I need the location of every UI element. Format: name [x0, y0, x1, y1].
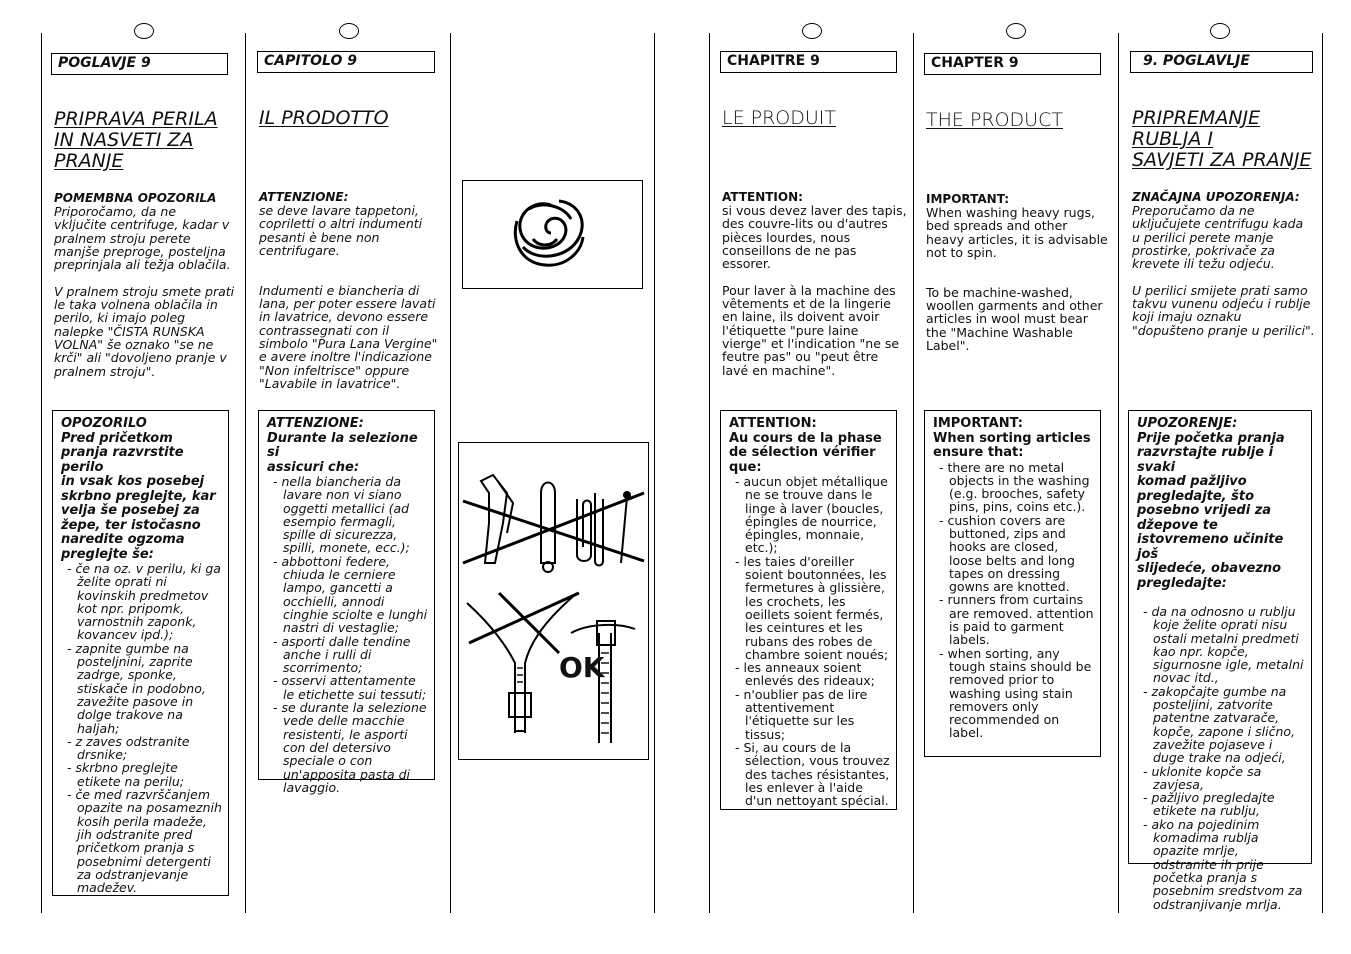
- list-item: - when sorting, any tough stains should be removed prior to washing using stain removers only recommended on label.: [933, 647, 1094, 740]
- list-item: - osservi attentamente le etichette sui tessuti;: [267, 674, 428, 701]
- list-item: - če med razvrščanjem opazite na posameznih kosih perila madeže, jih odstranite pred pričetkom pranja s posebnimi detergenti za odstranjevanje madežev.: [61, 788, 222, 894]
- list-item: - z zaves odstranite drsnike;: [61, 735, 222, 762]
- note-title: ATTENTION:: [722, 190, 803, 204]
- list-item: - runners from curtains are removed. attention is paid to garment labels.: [933, 593, 1094, 646]
- list-item: - abbottoni federe, chiuda le cerniere lampo, gancetti a occhielli, annodi cinghie sciolte e lunghi nastri di vestaglie;: [267, 555, 428, 635]
- language-flag-circle: [339, 23, 359, 39]
- column-rule: [913, 33, 914, 913]
- warning-title: IMPORTANT: When sorting articles ensure that:: [933, 416, 1091, 460]
- warning-list: [267, 475, 428, 794]
- note-body: Priporočamo, da ne vključite centrifuge, kadar v pralnem stroju perete manjše preproge, posteljna preprinjala ali težja oblačila. V pralnem stroju smete prati le taka volnena oblačila in perilo, ki imajo poleg nalepke "ČISTA RUNSKA VOLNA" še oznako "se ne krči" ali "dovoljeno pranje v pralnem stroju".: [54, 204, 235, 379]
- list-item: - les anneaux soient enlevés des rideaux;: [729, 661, 890, 688]
- list-item: - nella biancheria da lavare non vi siano oggetti metallici (ad esempio fermagli, spille di sicurezza, spilli, monete, ecc.);: [267, 475, 428, 555]
- list-item: - da na odnosno u rublju koje želite oprati nisu ostali metalni predmeti kao npr. kopče, sigurnosne igle, metalni novac itd.,: [1137, 605, 1305, 685]
- warning-box: [52, 410, 229, 896]
- list-item: - aucun objet métallique ne se trouve dans le linge à laver (boucles, épingles de nourrice, épingles, monnaie, etc.);: [729, 475, 890, 555]
- warning-box: [720, 410, 897, 810]
- column-rule: [1118, 33, 1119, 913]
- woolmark-icon: [463, 181, 644, 290]
- chapter-label: POGLAVJE 9: [51, 53, 228, 75]
- list-item: - Si, au cours de la sélection, vous trouvez des taches résistantes, les enlever à l'aide d'un nettoyant spécial.: [729, 741, 890, 807]
- warning-title: OPOZORILO Pred pričetkom pranja razvrstite perilo in vsak kos posebej skrbno preglejte, kar velja še posebej za žepe, ter istočasno naredite ogzoma preglejte še:: [61, 416, 216, 562]
- note-title: ATTENZIONE:: [259, 190, 349, 204]
- list-item: - ako na pojedinim komadima rublja opazite mrlje, odstranite ih prije početka pranja s posebnim sredstvom za odstranjivanje mrlja.: [1137, 818, 1305, 911]
- warning-list: [729, 475, 890, 807]
- note-body: Preporučamo da ne uključujete centrifugu kada u perilici perete manje prostirke, pokrivače za krevete ili težu odjeću. U perilici smijete prati samo takvu vunenu odjeću i rublje koji imaju oznaku "dopušteno pranje u perilici".: [1132, 203, 1315, 338]
- note-title: IMPORTANT:: [926, 192, 1010, 206]
- warning-title: ATTENTION: Au cours de la phase de sélection vérifier que:: [729, 416, 882, 475]
- chapter-label: CHAPTER 9: [924, 53, 1101, 75]
- column-rule: [245, 33, 246, 913]
- section-title: PRIPREMANJE RUBLJA I SAVJETI ZA PRANJE: [1132, 107, 1312, 171]
- list-item: - there are no metal objects in the washing (e.g. brooches, safety pins, pins, coins etc.).: [933, 461, 1094, 514]
- chapter-label: CHAPITRE 9: [720, 51, 897, 73]
- section-title: PRIPRAVA PERILA IN NASVETI ZA PRANJE: [54, 108, 218, 172]
- language-flag-circle: [1210, 23, 1230, 39]
- column-rule: [654, 33, 655, 913]
- warning-list: [933, 461, 1094, 740]
- warning-box: [924, 410, 1101, 757]
- language-flag-circle: [1006, 23, 1026, 39]
- list-item: - uklonite kopče sa zavjesa,: [1137, 765, 1305, 792]
- warning-box: [258, 410, 435, 795]
- wool-mark-figure: [462, 180, 643, 289]
- chapter-label: CAPITOLO 9: [257, 51, 435, 73]
- ok-label: OK: [559, 651, 605, 684]
- warning-title: UPOZORENJE: Prije početka pranja razvrstajte rublje i svaki komad pažljivo pregledajte, što posebno vrijedi za džepove te istovremeno učinite još slijedeće, obavezno pregledajte:: [1137, 416, 1285, 591]
- sorting-figure: [458, 442, 649, 760]
- list-item: - zakopčajte gumbe na posteljini, zatvorite patentne zatvarače, kopče, zapone i slično, zavežite pojaseve i duge trake na odjeći,: [1137, 685, 1305, 765]
- note-title: POMEMBNA OPOZORILA: [54, 191, 217, 205]
- language-flag-circle: [134, 23, 154, 39]
- note-body: si vous devez laver des tapis, des couvre-lits ou d'autres pièces lourdes, nous conseillons de ne pas essorer. Pour laver à la machine des vêtements et de la lingerie en laine, ils doivent avoir l'étiquette "pure laine vierge" et l'indication "ne se feutre pas" ou "peut être lavé en machine".: [722, 203, 907, 378]
- section-title: LE PRODUIT: [722, 107, 836, 129]
- language-flag-circle: [802, 23, 822, 39]
- list-item: - se durante la selezione vede delle macchie resistenti, le asporti con del detersivo speciale o con un'apposita pasta di lavaggio.: [267, 701, 428, 794]
- warning-box: [1128, 410, 1312, 912]
- list-item: - asporti dalle tendine anche i rulli di scorrimento;: [267, 635, 428, 675]
- crossed-items-illustration: [459, 443, 650, 761]
- list-item: - cushion covers are buttoned, zips and hooks are closed, loose belts and long tapes on dressing gowns are knotted.: [933, 514, 1094, 594]
- warning-title: ATTENZIONE: Durante la selezione si assicuri che:: [267, 416, 418, 475]
- list-item: - zapnite gumbe na posteljnini, zaprite zadrge, sponke, stiskače in podobno, zavežite pasove in dolge trakove na haljah;: [61, 642, 222, 735]
- column-rule: [1322, 33, 1323, 913]
- column-rule: [709, 33, 710, 913]
- list-item: - pažljivo pregledajte etikete na rublju,: [1137, 791, 1305, 818]
- section-title: THE PRODUCT: [926, 109, 1063, 131]
- list-item: - n'oublier pas de lire attentivement l'étiquette sur les tissus;: [729, 688, 890, 741]
- section-title: IL PRODOTTO: [259, 107, 389, 129]
- list-item: - če na oz. v perilu, ki ga želite oprati ni kovinskih predmetov kot npr. pripomk, varnostnih zaponk, kovancev ipd.);: [61, 562, 222, 642]
- warning-list: [61, 562, 222, 894]
- warning-list: [1137, 605, 1305, 911]
- note-body: When washing heavy rugs, bed spreads and other heavy articles, it is advisable not to spin. To be machine-washed, woollen garments and other articles in wool must bear the "Machine Washable Label".: [926, 205, 1108, 353]
- note-body: se deve lavare tappetoni, copriletti o altri indumenti pesanti è bene non centrifugare. Indumenti e biancheria di lana, per poter essere lavati in lavatrice, devono essere contrassegnati con il simbolo "Pura Lana Vergine" e avere inoltre l'indicazione "Non infeltrisce" oppure "Lavabile in lavatrice".: [259, 203, 438, 391]
- note-title: ZNAČAJNA UPOZORENJA:: [1132, 190, 1300, 204]
- chapter-label: 9. POGLAVLJE: [1130, 51, 1313, 73]
- list-item: - skrbno preglejte etikete na perilu;: [61, 761, 222, 788]
- column-rule: [450, 33, 451, 913]
- column-rule: [41, 33, 42, 913]
- list-item: - les taies d'oreiller soient boutonnées, les fermetures à glissière, les crochets, les oeillets soient fermés, les ceintures et les rubans des robes de chambre soient noués;: [729, 555, 890, 661]
